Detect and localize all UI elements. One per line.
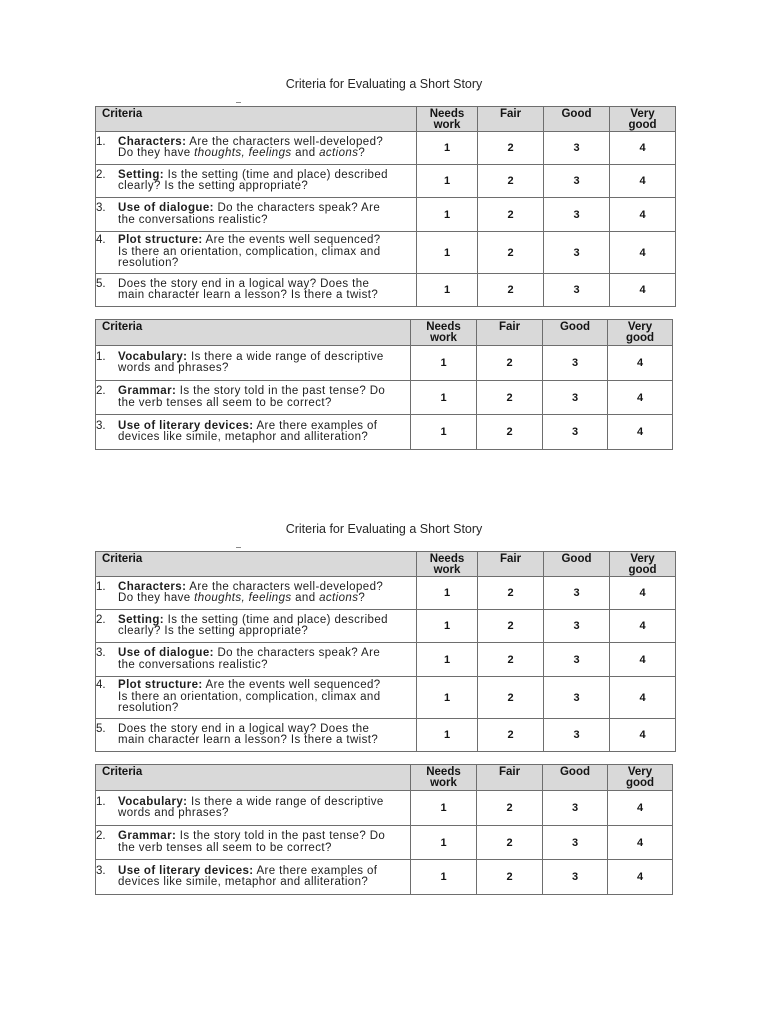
column-header-needs-work [411, 765, 477, 791]
score-very-good: 4 [608, 346, 673, 381]
scan-mark [236, 547, 241, 548]
criterion-cell [96, 198, 417, 232]
scan-mark [236, 102, 241, 103]
score-fair: 2 [477, 791, 543, 826]
column-header-very-good [608, 765, 673, 791]
column-header-label: Good [561, 553, 592, 565]
criterion-line [118, 660, 416, 672]
score-very-good: 4 [610, 274, 676, 307]
column-header-label: Criteria [102, 321, 143, 333]
column-header-criteria [96, 552, 417, 577]
criteria-row [96, 643, 676, 677]
criterion-text [118, 724, 416, 747]
criterion-cell [96, 274, 417, 307]
criteria-row [96, 719, 676, 752]
criterion-number: 3. [96, 864, 106, 877]
criterion-text-segment: and [291, 592, 320, 604]
criterion-line [118, 363, 410, 375]
criterion [96, 279, 416, 302]
score-very-good: 4 [610, 610, 676, 643]
column-header-needs-work [411, 320, 477, 346]
score-fair: 2 [477, 381, 543, 415]
score-good: 3 [544, 577, 610, 610]
criterion-label: Vocabulary: [118, 350, 188, 363]
header-row [96, 320, 673, 346]
sheet-title: Criteria for Evaluating a Short Story [285, 522, 483, 536]
score-good: 3 [543, 381, 608, 415]
score-fair: 2 [477, 346, 543, 381]
score-very-good: 4 [608, 860, 673, 895]
column-header-label: Needs work [429, 553, 465, 576]
table-header [96, 107, 676, 132]
score-fair: 2 [478, 719, 544, 752]
criterion [96, 170, 416, 193]
story-criteria-table [95, 551, 676, 752]
criterion-label: Setting: [118, 168, 164, 181]
score-good: 3 [544, 719, 610, 752]
column-header-fair [477, 765, 543, 791]
score-good: 3 [543, 346, 608, 381]
table-header [96, 765, 673, 791]
criterion-cell [96, 577, 417, 610]
score-very-good: 4 [610, 677, 676, 719]
criterion-text-segment: the conversations realistic? [118, 658, 268, 671]
criteria-row [96, 346, 673, 381]
criterion [96, 831, 410, 854]
criterion-text-segment: devices like simile, metaphor and alliteration? [118, 431, 369, 443]
criterion-number: 3. [96, 202, 106, 214]
criterion-text-segment: Is there an orientation, complication, climax and [118, 245, 381, 258]
column-header-label: Criteria [102, 108, 143, 120]
criterion-label: Characters: [118, 135, 187, 148]
score-needs-work: 1 [417, 132, 478, 165]
score-needs-work: 1 [411, 346, 477, 381]
score-fair: 2 [478, 132, 544, 165]
column-header-label: Fair [499, 553, 522, 565]
criteria-row [96, 860, 673, 895]
criterion-text-segment: and [291, 147, 320, 159]
criterion-label: Grammar: [118, 830, 177, 842]
criterion-text-segment: Do the characters speak? Are [213, 647, 381, 659]
score-fair: 2 [478, 198, 544, 232]
criterion-line [118, 258, 416, 270]
criterion [96, 386, 410, 409]
criterion-text-segment: the verb tenses all seem to be correct? [118, 841, 332, 854]
criterion-text-segment: words and phrases? [118, 807, 229, 819]
score-needs-work: 1 [417, 610, 478, 643]
criterion-text [118, 279, 416, 302]
criterion-text-segment: Do they have [118, 592, 195, 604]
score-very-good: 4 [610, 577, 676, 610]
column-header-criteria [96, 320, 411, 346]
column-header-fair [477, 320, 543, 346]
score-good: 3 [543, 860, 608, 895]
criterion-label: Use of dialogue: [118, 647, 214, 659]
criteria-row [96, 791, 673, 826]
table-body [96, 346, 673, 450]
column-header-label: Very good [628, 553, 657, 576]
column-header-good [543, 320, 608, 346]
criterion-text-segment: Is there an orientation, complication, climax and [118, 690, 381, 703]
criterion-number: 4. [96, 234, 106, 247]
column-header-fair [478, 107, 544, 132]
criterion-line [118, 626, 416, 638]
criterion [96, 137, 416, 160]
language-criteria-table [95, 764, 673, 895]
criterion-text [118, 648, 416, 671]
column-header-very-good [608, 320, 673, 346]
criterion [96, 797, 410, 820]
criterion-label: Plot structure: [118, 679, 203, 692]
criterion [96, 203, 416, 226]
criterion-text-segment: Does the story end in a logical way? Does the [118, 722, 370, 735]
table-body [96, 132, 676, 307]
score-needs-work: 1 [417, 719, 478, 752]
criterion-cell [96, 791, 411, 826]
score-good: 3 [543, 791, 608, 826]
criterion [96, 615, 416, 638]
table-header [96, 320, 673, 346]
score-needs-work: 1 [411, 826, 477, 860]
score-good: 3 [543, 826, 608, 860]
criteria-row [96, 577, 676, 610]
criteria-row [96, 165, 676, 198]
criterion-text-segment: resolution? [118, 257, 179, 270]
column-header-fair [478, 552, 544, 577]
column-header-label: Fair [498, 321, 521, 333]
criterion-text-segment: Does the story end in a logical way? Does the [118, 277, 370, 290]
criterion-number: 1. [96, 580, 106, 593]
rubric-copy [0, 445, 768, 890]
criterion-text-segment: Is there a wide range of descriptive [187, 795, 384, 808]
score-good: 3 [544, 677, 610, 719]
score-very-good: 4 [608, 415, 673, 450]
criterion-number: 1. [96, 795, 106, 808]
criterion-label: Use of literary devices: [118, 864, 254, 877]
criterion-label: Use of dialogue: [118, 202, 214, 214]
criterion-text [118, 615, 416, 638]
criteria-row [96, 132, 676, 165]
score-fair: 2 [478, 677, 544, 719]
criterion-text [118, 582, 416, 605]
column-header-label: Needs work [429, 108, 465, 131]
criterion-text [118, 680, 416, 715]
rubric-copy [0, 0, 768, 445]
criterion-line [118, 290, 416, 302]
table-body [96, 577, 676, 752]
criterion-number: 5. [96, 722, 106, 735]
criterion-text-segment: Are there examples of [253, 864, 378, 877]
score-good: 3 [544, 274, 610, 307]
criterion-label: Plot structure: [118, 234, 203, 247]
criterion-number: 5. [96, 277, 106, 290]
criterion-number: 2. [96, 168, 106, 181]
criterion-label: Use of literary devices: [118, 419, 254, 432]
criterion-text-segment: Are the characters well-developed? [186, 135, 384, 148]
score-good: 3 [544, 232, 610, 274]
header-row [96, 552, 676, 577]
score-needs-work: 1 [417, 232, 478, 274]
criterion-text [118, 235, 416, 270]
score-very-good: 4 [610, 643, 676, 677]
criterion-number: 1. [96, 135, 106, 148]
criterion-line [118, 593, 416, 605]
criterion [96, 352, 410, 375]
criterion-text-segment: actions [319, 147, 359, 159]
column-header-good [544, 552, 610, 577]
criterion-text-segment: Is the setting (time and place) described [164, 168, 388, 181]
criterion-text-segment: Are the events well sequenced? [202, 679, 381, 692]
criterion-text-segment: the verb tenses all seem to be correct? [118, 396, 332, 409]
criterion-text-segment: Do the characters speak? Are [213, 202, 381, 214]
criterion-text-segment: resolution? [118, 702, 179, 715]
criterion-number: 2. [96, 613, 106, 626]
score-fair: 2 [477, 826, 543, 860]
score-fair: 2 [478, 610, 544, 643]
column-header-good [544, 107, 610, 132]
criterion-text [118, 137, 416, 160]
column-header-label: Good [559, 766, 591, 778]
table-header [96, 552, 676, 577]
criterion-number: 3. [96, 419, 106, 432]
criterion-number: 2. [96, 830, 106, 842]
criteria-row [96, 826, 673, 860]
column-header-label: Criteria [102, 766, 143, 778]
sheet-title: Criteria for Evaluating a Short Story [285, 77, 483, 91]
score-needs-work: 1 [411, 791, 477, 826]
score-fair: 2 [478, 577, 544, 610]
column-header-very-good [610, 107, 676, 132]
criterion-text [118, 797, 410, 820]
column-header-criteria [96, 107, 417, 132]
criterion-line [118, 703, 416, 715]
score-fair: 2 [477, 415, 543, 450]
score-very-good: 4 [608, 791, 673, 826]
score-good: 3 [544, 165, 610, 198]
column-header-label: Very good [625, 321, 655, 344]
score-needs-work: 1 [411, 381, 477, 415]
column-header-label: Very good [628, 108, 657, 131]
score-fair: 2 [478, 643, 544, 677]
column-header-label: Very good [625, 766, 655, 789]
criterion-cell [96, 826, 411, 860]
criterion [96, 866, 410, 889]
criterion-cell [96, 346, 411, 381]
criterion [96, 724, 416, 747]
criterion-text [118, 352, 410, 375]
criterion-cell [96, 643, 417, 677]
score-very-good: 4 [608, 381, 673, 415]
criterion [96, 648, 416, 671]
language-criteria-table [95, 319, 673, 450]
criterion-label: Vocabulary: [118, 795, 188, 808]
score-fair: 2 [478, 232, 544, 274]
score-needs-work: 1 [417, 577, 478, 610]
criterion-line [118, 215, 416, 227]
criterion-text [118, 421, 410, 444]
criterion-text [118, 170, 416, 193]
column-header-label: Needs work [426, 321, 461, 344]
criterion [96, 680, 416, 715]
score-very-good: 4 [610, 198, 676, 232]
score-needs-work: 1 [411, 415, 477, 450]
criteria-row [96, 677, 676, 719]
score-needs-work: 1 [417, 274, 478, 307]
criterion-text-segment: main character learn a lesson? Is there a twist? [118, 289, 379, 301]
criterion-line [118, 877, 410, 889]
column-header-criteria [96, 765, 411, 791]
criterion-cell [96, 232, 417, 274]
table-body [96, 791, 673, 895]
criterion-cell [96, 165, 417, 198]
criterion-cell [96, 677, 417, 719]
criterion-text-segment: words and phrases? [118, 362, 229, 374]
score-very-good: 4 [610, 232, 676, 274]
criterion [96, 421, 410, 444]
score-good: 3 [543, 415, 608, 450]
score-very-good: 4 [608, 826, 673, 860]
criterion-line [118, 148, 416, 160]
criterion-label: Characters: [118, 580, 187, 593]
criterion [96, 582, 416, 605]
score-needs-work: 1 [411, 860, 477, 895]
criterion-line [118, 181, 416, 193]
criterion-text-segment: ? [358, 147, 366, 159]
criterion-text-segment: clearly? Is the setting appropriate? [118, 180, 309, 192]
score-needs-work: 1 [417, 643, 478, 677]
criterion-text [118, 831, 410, 854]
score-needs-work: 1 [417, 198, 478, 232]
score-fair: 2 [477, 860, 543, 895]
criterion-number: 1. [96, 350, 106, 363]
header-row [96, 765, 673, 791]
criterion-label: Grammar: [118, 385, 177, 397]
criterion-text-segment: thoughts, feelings [194, 147, 292, 159]
criterion-text-segment: devices like simile, metaphor and alliteration? [118, 876, 369, 888]
criterion-cell [96, 610, 417, 643]
criterion-number: 4. [96, 679, 106, 692]
column-header-needs-work [417, 552, 478, 577]
criterion-text-segment: Do they have [118, 147, 195, 159]
criterion-label: Setting: [118, 613, 164, 626]
column-header-label: Good [559, 321, 591, 333]
criteria-row [96, 274, 676, 307]
column-header-label: Fair [498, 766, 521, 778]
criterion-number: 3. [96, 647, 106, 659]
criterion-cell [96, 381, 411, 415]
criteria-row [96, 232, 676, 274]
column-header-label: Fair [499, 108, 522, 120]
criterion-line [118, 808, 410, 820]
column-header-label: Criteria [102, 553, 143, 565]
criteria-row [96, 381, 673, 415]
column-header-label: Good [561, 108, 592, 120]
criterion-text-segment: Are there examples of [253, 419, 378, 432]
criterion-text-segment: main character learn a lesson? Is there a twist? [118, 734, 379, 746]
column-header-very-good [610, 552, 676, 577]
criterion-cell [96, 719, 417, 752]
criterion-text-segment: clearly? Is the setting appropriate? [118, 625, 309, 637]
score-good: 3 [544, 610, 610, 643]
header-row [96, 107, 676, 132]
score-fair: 2 [478, 274, 544, 307]
criterion-text-segment: actions [319, 592, 359, 604]
criterion-text-segment: the conversations realistic? [118, 213, 268, 226]
score-fair: 2 [478, 165, 544, 198]
criteria-row [96, 198, 676, 232]
score-good: 3 [544, 198, 610, 232]
column-header-needs-work [417, 107, 478, 132]
score-very-good: 4 [610, 165, 676, 198]
score-needs-work: 1 [417, 165, 478, 198]
criterion-text-segment: Are the characters well-developed? [186, 580, 384, 593]
criterion-cell [96, 132, 417, 165]
criterion-text-segment: Is there a wide range of descriptive [187, 350, 384, 363]
criterion-text-segment: Is the story told in the past tense? Do [176, 385, 386, 397]
criterion-line [118, 432, 410, 444]
score-needs-work: 1 [417, 677, 478, 719]
story-criteria-table [95, 106, 676, 307]
score-very-good: 4 [610, 719, 676, 752]
criterion-text-segment: ? [358, 592, 366, 604]
criterion [96, 235, 416, 270]
criterion-text [118, 386, 410, 409]
criterion-cell [96, 860, 411, 895]
criterion-text [118, 866, 410, 889]
criterion-text-segment: Is the setting (time and place) described [164, 613, 388, 626]
criterion-line [118, 843, 410, 855]
criterion-line [118, 735, 416, 747]
criterion-text-segment: Are the events well sequenced? [202, 234, 381, 247]
criterion-text-segment: Is the story told in the past tense? Do [176, 830, 386, 842]
score-good: 3 [544, 132, 610, 165]
criterion-number: 2. [96, 385, 106, 397]
column-header-label: Needs work [426, 766, 461, 789]
column-header-good [543, 765, 608, 791]
criteria-row [96, 610, 676, 643]
criterion-line [118, 398, 410, 410]
score-very-good: 4 [610, 132, 676, 165]
criterion-text [118, 203, 416, 226]
criterion-text-segment: thoughts, feelings [194, 592, 292, 604]
score-good: 3 [544, 643, 610, 677]
